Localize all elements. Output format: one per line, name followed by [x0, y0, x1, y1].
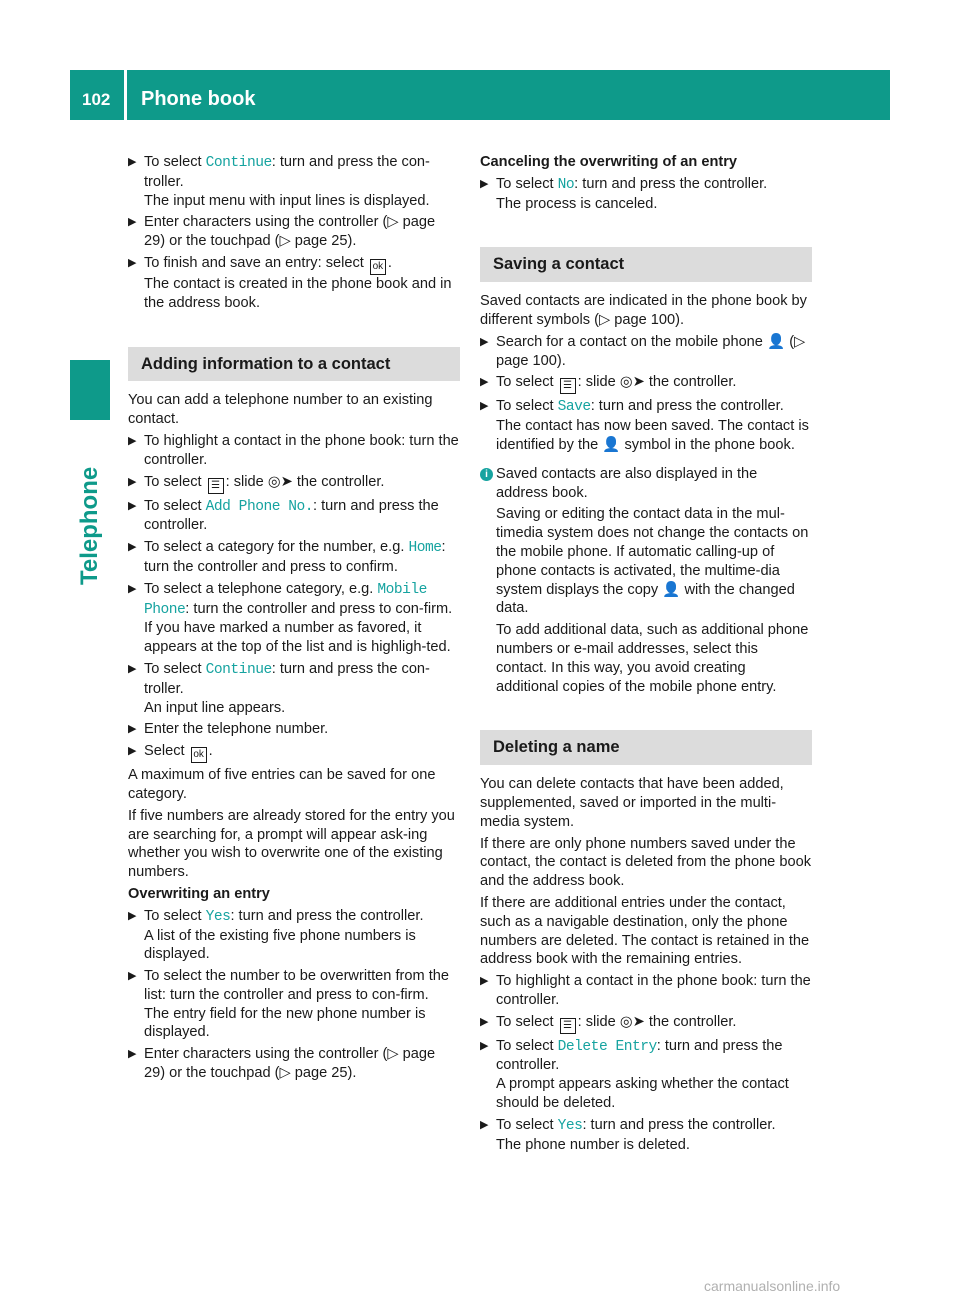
- side-tab-label: Telephone: [76, 466, 103, 585]
- ui-term: Delete Entry: [557, 1038, 657, 1055]
- ui-term: Continue: [205, 661, 272, 678]
- left-column: [128, 153, 460, 1086]
- step: ▶ To select Add Phone No.: turn and press the controller.: [128, 497, 439, 534]
- arrow-icon: ▶: [128, 745, 137, 758]
- paragraph: You can add a telephone number to an existing contact.: [128, 392, 433, 428]
- section-heading: Adding information to a contact: [128, 347, 460, 382]
- arrow-icon: ▶: [128, 1048, 137, 1061]
- arrow-icon: ▶: [480, 177, 489, 190]
- ok-icon: ok: [370, 259, 386, 275]
- paragraph: You can delete contacts that have been added, supplemented, saved or imported in the multi-media system.: [480, 776, 784, 830]
- step: ▶ Search for a contact on the mobile phone 👤 (▷ page 100).: [480, 333, 806, 369]
- arrow-icon: ▶: [480, 1015, 489, 1028]
- ui-term: Add Phone No.: [205, 498, 314, 515]
- paragraph: A maximum of five entries can be saved for one category.: [128, 767, 436, 802]
- arrow-icon: ▶: [480, 376, 489, 389]
- step: ▶ To highlight a contact in the phone book: turn the controller.: [480, 973, 811, 1008]
- arrow-icon: ▶: [128, 434, 137, 447]
- arrow-icon: ▶: [128, 662, 137, 675]
- section-title: Phone book: [141, 88, 256, 110]
- paragraph: If five numbers are already stored for the entry you are searching for, a prompt will appear ask-ing whether you wish to overwrite one of the existing numbers.: [128, 807, 455, 881]
- step: ▶ To highlight a contact in the phone book: turn the controller.: [128, 432, 459, 468]
- arrow-icon: ▶: [480, 400, 489, 413]
- ok-icon: ok: [191, 747, 207, 763]
- paragraph: Saved contacts are indicated in the phone book by different symbols (▷ page 100).: [480, 293, 807, 328]
- ui-term: Yes: [205, 908, 231, 925]
- step: ▶ Enter characters using the controller (▷ page 29) or the touchpad (▷ page 25).: [128, 1046, 436, 1082]
- ui-term: Save: [557, 399, 591, 416]
- arrow-icon: ▶: [480, 335, 489, 348]
- step: ▶ To select Continue: turn and press the con-troller. An input line appears.: [128, 660, 430, 716]
- arrow-icon: ▶: [480, 975, 489, 988]
- section-heading: Saving a contact: [480, 247, 812, 282]
- right-column: [480, 153, 812, 1157]
- arrow-icon: ▶: [128, 582, 137, 595]
- step: ▶ To select ☰ : slide ◎➤ the controller.: [128, 473, 460, 494]
- arrow-icon: ▶: [128, 499, 137, 512]
- menu-icon: ☰: [560, 1018, 576, 1034]
- step: ▶ Select ok .: [128, 742, 460, 763]
- arrow-icon: ▶: [128, 909, 137, 922]
- arrow-icon: ▶: [128, 541, 137, 554]
- watermark: carmanualsonline.info: [704, 1278, 841, 1294]
- info-note: i Saved contacts are also displayed in the address book. Saving or editing the contact data in the mul-timedia system does not change the contacts on the mobile phone. If automatic calling-up of phone contacts is activated, the multime-dia system displays the copy 👤 with the changed data. To add additional data, such as additional phone numbers or e-mail addresses, select this contact. In this way, you avoid creating additional copies of the mobile phone entry.: [480, 465, 812, 697]
- menu-icon: ☰: [560, 378, 576, 394]
- step: ▶ To select Yes: turn and press the controller. The phone number is deleted.: [480, 1116, 776, 1153]
- step: ▶ To select a telephone category, e.g. Mobile Phone: turn the controller and press to con-firm. If you have marked a number as favored, it appears at the top of the list and is highligh-ted.: [128, 580, 453, 656]
- step: ▶ Enter characters using the controller (▷ page 29) or the touchpad (▷ page 25).: [128, 214, 436, 250]
- arrow-icon: ▶: [480, 1039, 489, 1052]
- subheading: Canceling the overwriting of an entry: [480, 154, 738, 170]
- arrow-icon: ▶: [128, 256, 137, 269]
- step: ▶ To select ☰ : slide ◎➤ the controller.: [480, 1013, 812, 1034]
- side-tab-block: [70, 360, 110, 420]
- paragraph: If there are only phone numbers saved under the contact, the contact is deleted from the phone book and the address book.: [480, 835, 812, 890]
- section-heading: Deleting a name: [480, 730, 812, 765]
- step: ▶ To select ☰ : slide ◎➤ the controller.: [480, 373, 812, 394]
- step: ▶ To select a category for the number, e.g. Home: turn the controller and press to confirm.: [128, 539, 446, 575]
- step: ▶ To select Yes: turn and press the controller. A list of the existing five phone numbers is displayed.: [128, 907, 424, 963]
- step: ▶ To select Delete Entry: turn and press the controller. A prompt appears asking whether the contact should be deleted.: [480, 1037, 789, 1112]
- subheading: Overwriting an entry: [128, 885, 270, 902]
- step: ▶ To select Save: turn and press the controller. The contact has now been saved. The contact is identified by the 👤 symbol in the phone book.: [480, 398, 809, 453]
- step: ▶ To select Continue: turn and press the con-troller. The input menu with input lines is displayed.: [128, 154, 430, 209]
- ui-term: No: [557, 176, 575, 193]
- arrow-icon: ▶: [128, 475, 137, 488]
- step: ▶ To select No: turn and press the controller. The process is canceled.: [480, 175, 768, 212]
- info-icon: i: [480, 468, 493, 481]
- step: ▶ Enter the telephone number.: [128, 721, 329, 738]
- page-number: 102: [82, 90, 111, 109]
- paragraph: If there are additional entries under the contact, such as a navigable destination, only the phone numbers are deleted. The contact is retained in the address book with the remaining entries.: [480, 894, 810, 968]
- ui-term: Mobile Phone: [144, 581, 427, 618]
- menu-icon: ☰: [208, 478, 224, 494]
- arrow-icon: ▶: [128, 970, 137, 983]
- step: ▶ To finish and save an entry: select ok . The contact is created in the phone book and in the address book.: [128, 254, 452, 311]
- header-divider: [124, 70, 127, 120]
- ui-term: Yes: [557, 1117, 583, 1134]
- arrow-icon: ▶: [128, 723, 137, 736]
- arrow-icon: ▶: [480, 1118, 489, 1131]
- ui-term: Continue: [205, 155, 272, 171]
- arrow-icon: ▶: [128, 156, 137, 168]
- arrow-icon: ▶: [128, 216, 137, 229]
- step: ▶ To select the number to be overwritten from the list: turn the controller and press to con-firm. The entry field for the new phone number is displayed.: [128, 968, 449, 1041]
- ui-term: Home: [408, 540, 442, 557]
